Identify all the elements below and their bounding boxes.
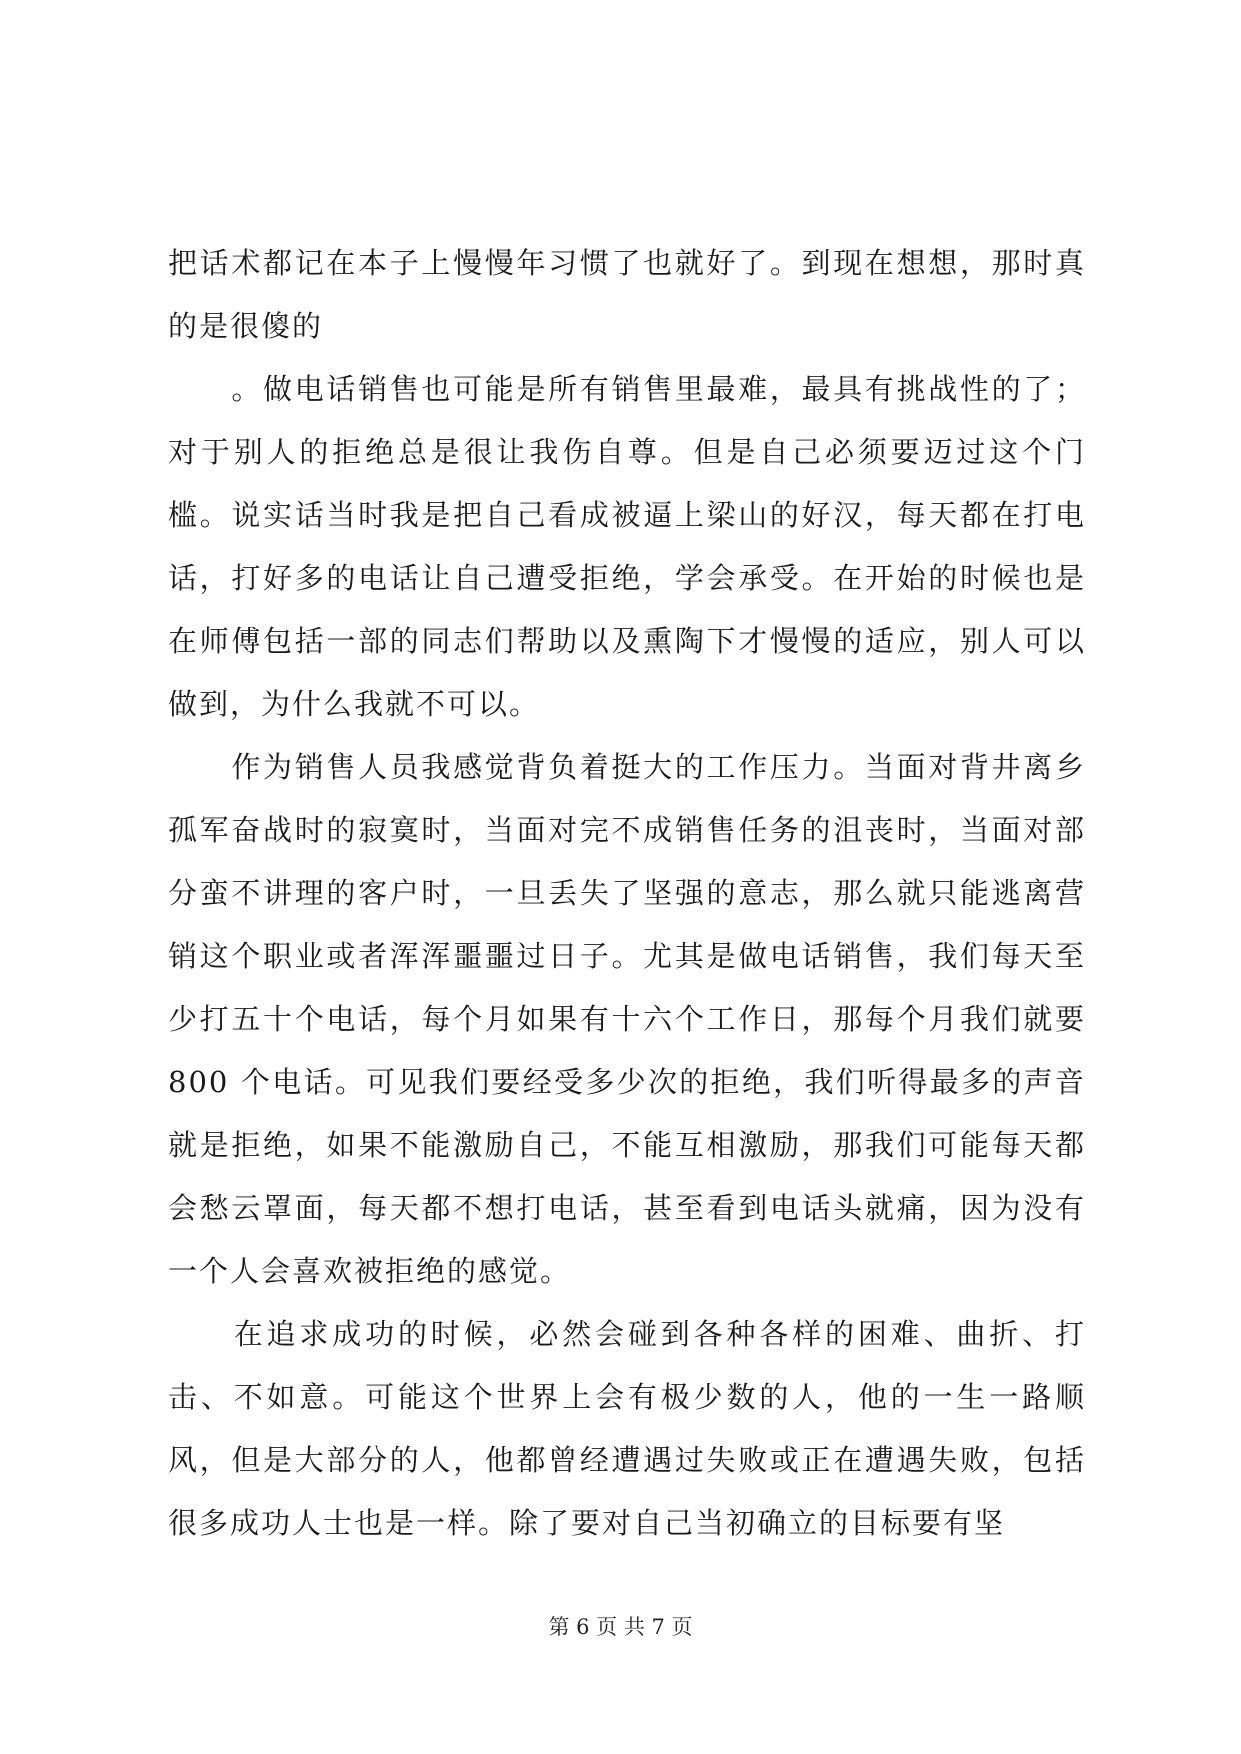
- paragraph-2: 。做电话销售也可能是所有销售里最难，最具有挑战性的了；对于别人的拒绝总是很让我伤自尊。但是自己必须要迈过这个门槛。说实话当时我是把自己看成被逼上梁山的好汉，每天都在打电话，打好多的电话让自己遭受拒绝，学会承受。在开始的时候也是在师傅包括一部的同志们帮助以及熏陶下才慢慢的适应，别人可以做到，为什么我就不可以。: [168, 372, 1086, 721]
- paragraph-3: 作为销售人员我感觉背负着挺大的工作压力。当面对背井离乡孤军奋战时的寂寞时，当面对完不成销售任务的沮丧时，当面对部分蛮不讲理的客户时，一旦丢失了坚强的意志，那么就只能逃离营销这个职业或者浑浑噩噩过日子。尤其是做电话销售，我们每天至少打五十个电话，每个月如果有十六个工作日，那每个月我们就要 800 个电话。可见我们要经受多少次的拒绝，我们听得最多的声音就是拒绝，如果不能激励自己，不能互相激励，那我们可能每天都会愁云罩面，每天都不想打电话，甚至看到电话头就痛，因为没有一个人会喜欢被拒绝的感觉。: [168, 750, 1098, 1288]
- paragraph-1: 把话术都记在本子上慢慢年习惯了也就好了。到现在想想，那时真的是很傻的: [168, 246, 1086, 343]
- document-body: [168, 232, 1098, 1555]
- page-number-footer: 第 6 页 共 7 页: [548, 1615, 693, 1639]
- paragraph-4: 在追求成功的时候，必然会碰到各种各样的困难、曲折、打击、不如意。可能这个世界上会有极少数的人，他的一生一路顺风，但是大部分的人，他都曾经遭遇过失败或正在遭遇失败，包括很多成功人士也是一样。除了要对自己当初确立的目标要有坚: [168, 1317, 1086, 1540]
